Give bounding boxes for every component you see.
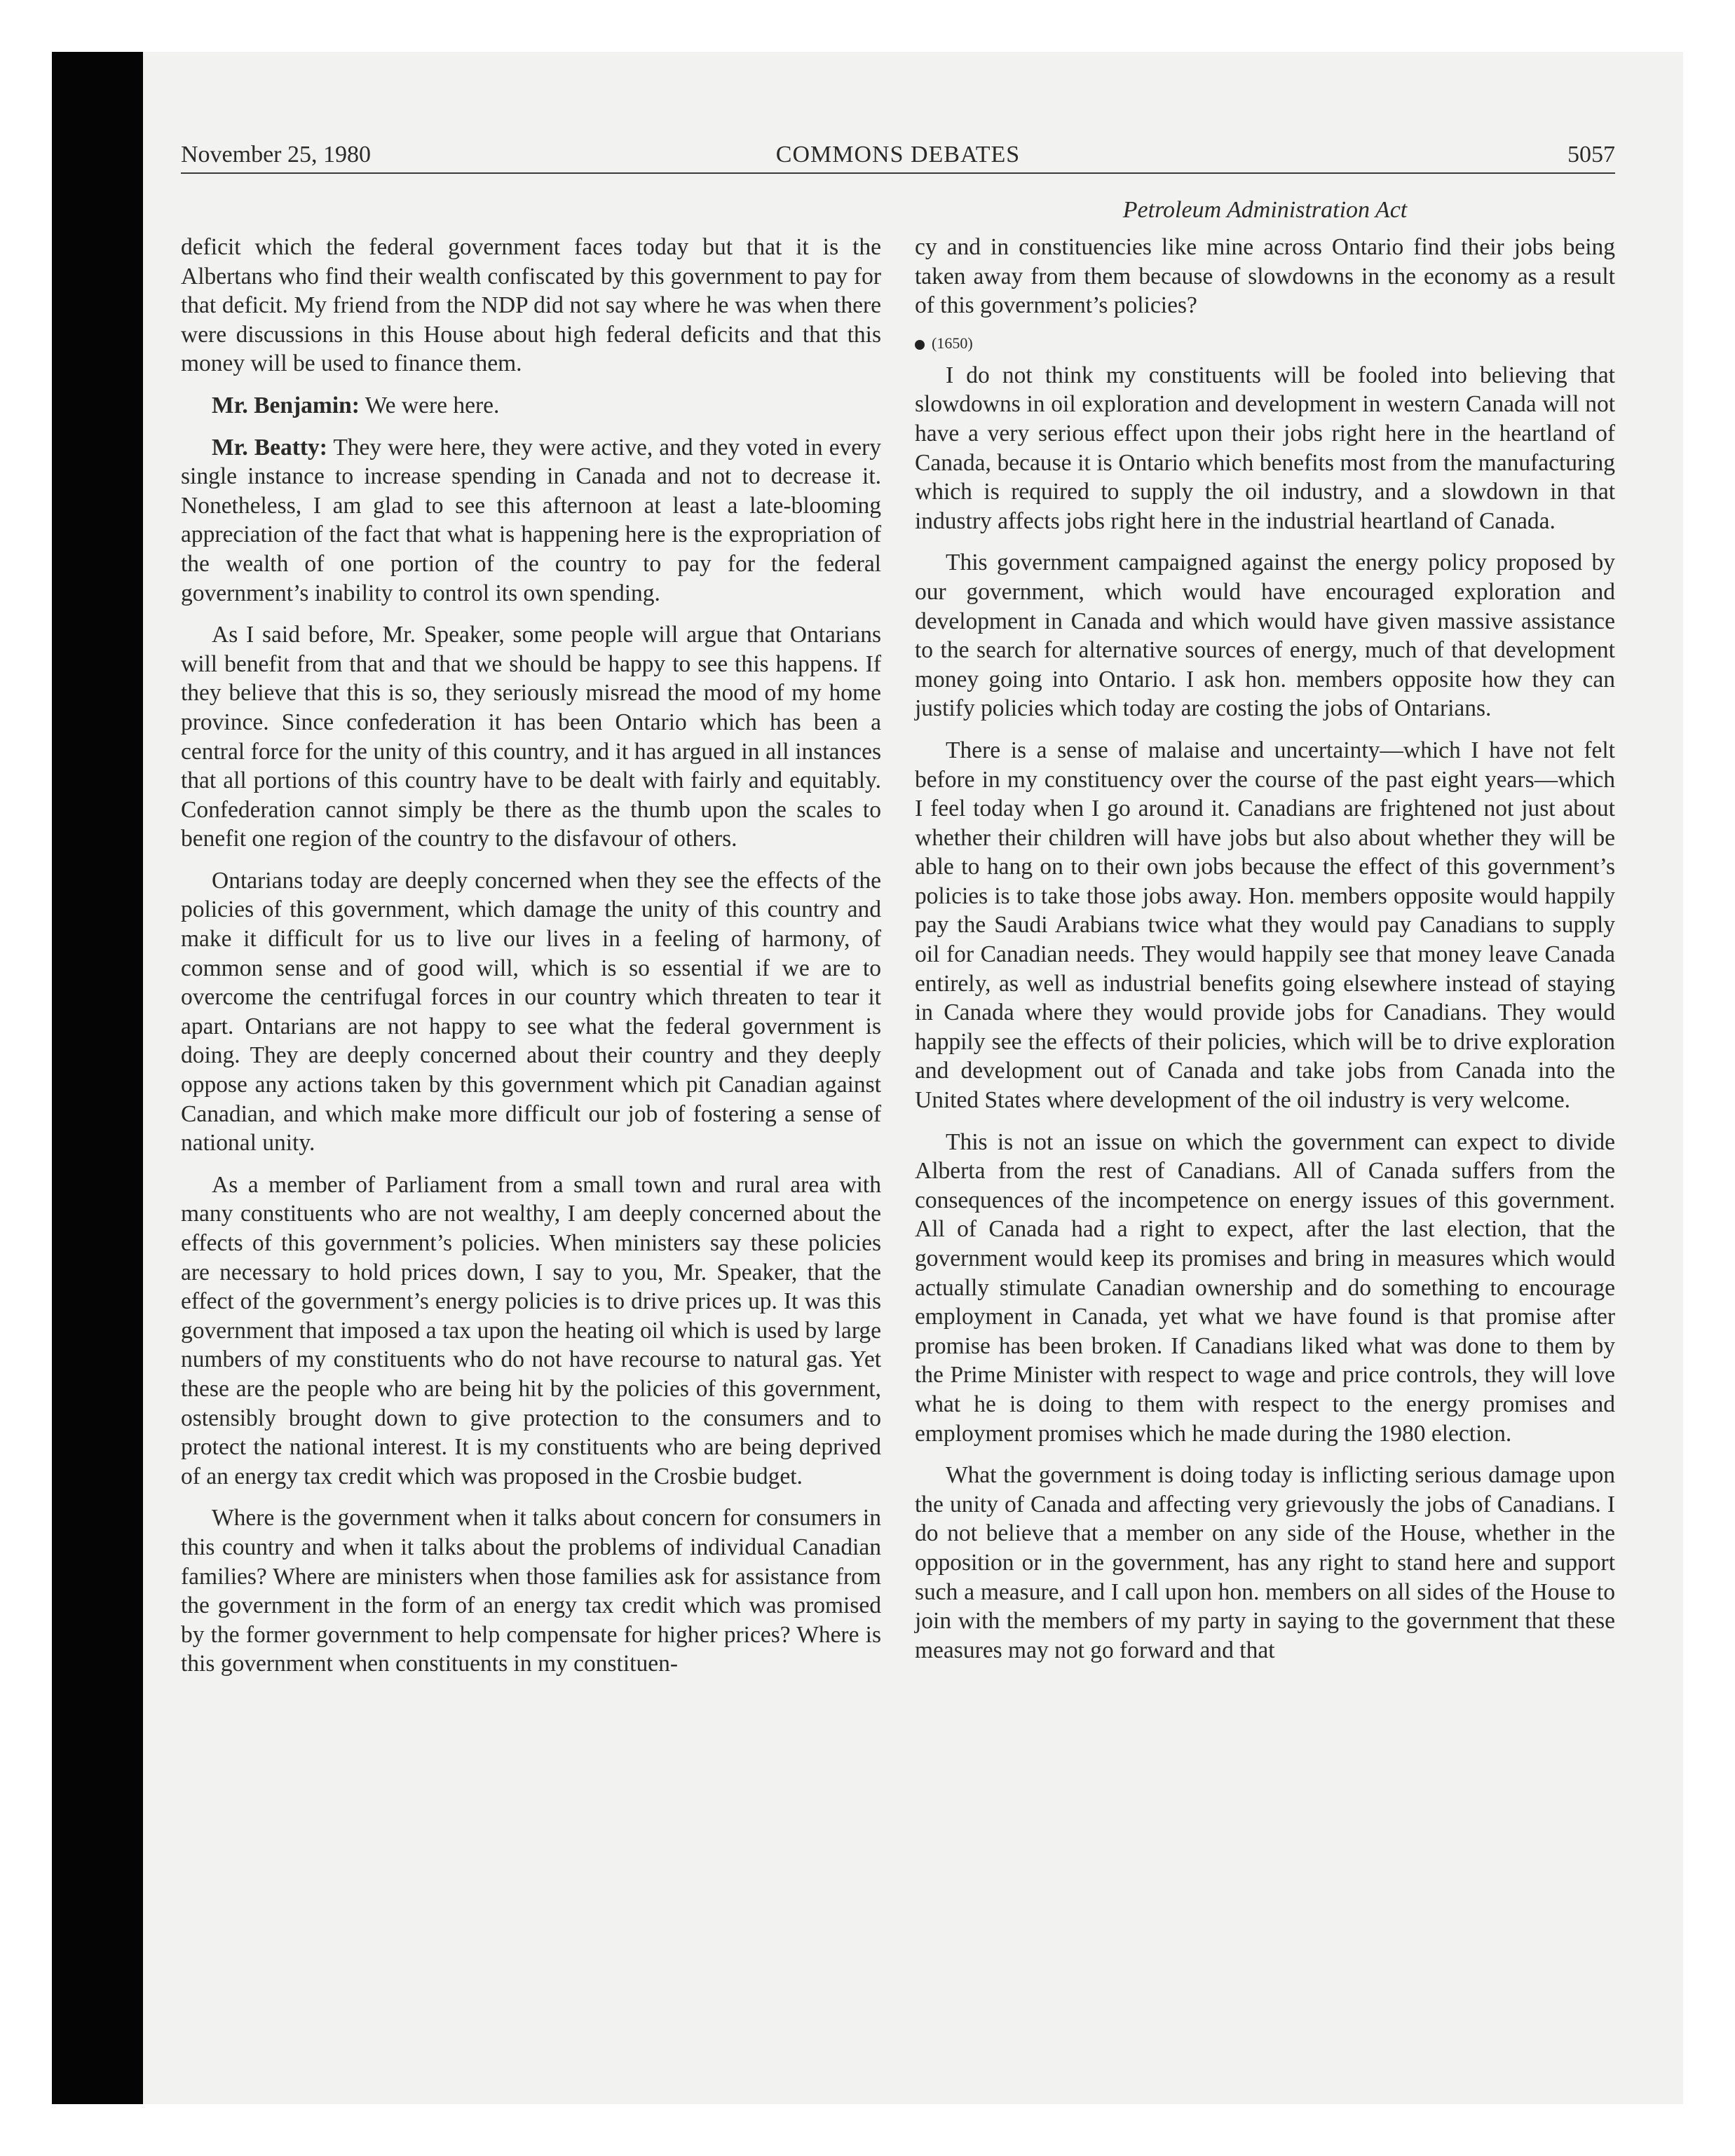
header-date: November 25, 1980 bbox=[181, 142, 372, 168]
paragraph: There is a sense of malaise and uncertainty—which I have not felt before in my constituency over the course of the past eight years—which I feel today when I go around it. Canadians are frightened not just about whether their children will have jobs but also about whether they will be able to hang on to their own jobs because the effect of this government’s policies is to take those jobs away. Hon. members opposite would happily pay the Saudi Arabians twice what they would pay Canadians to supply oil for Canadian needs. They would happily see that money leave Canada entirely, as well as industrial benefits going elsewhere instead of staying in Canada where they would provide jobs for Canadians. They would happily see the effects of their policies, which will be to drive exploration and development out of Canada and take jobs from Canada into the United States where development of the oil industry is very welcome. bbox=[915, 737, 1615, 1114]
speaker-name: Mr. Benjamin: bbox=[212, 392, 360, 418]
page-header bbox=[181, 137, 1615, 172]
paragraph: cy and in constituencies like mine across Ontario find their jobs being taken away from them because of slowdowns in the economy as a result of this government’s policies? bbox=[915, 234, 1615, 319]
paragraph: deficit which the federal government faces today but that it is the Albertans who find their wealth confiscated by this government to pay for that deficit. My friend from the NDP did not say where he was when there were discussions in this House about high federal deficits and that this money will be used to finance them. bbox=[181, 234, 881, 377]
paragraph: This government campaigned against the energy policy proposed by our government, which would have encouraged exploration and development in Canada and which would have given massive assistance to the search for alternative sources of energy, much of that development money going into Ontario. I ask hon. members opposite how they can justify policies which today are costing the jobs of Ontarians. bbox=[915, 550, 1615, 722]
left-column bbox=[181, 233, 881, 1691]
right-column bbox=[915, 233, 1615, 1677]
bullet-icon bbox=[915, 340, 925, 350]
speech-paragraph bbox=[181, 391, 881, 421]
speaker-name: Mr. Beatty: bbox=[212, 434, 327, 460]
paragraph: Where is the government when it talks about concern for consumers in this country and when it talks about the problems of individual Canadian families? Where are ministers when those families ask for assistance from the government in the form of an energy tax credit which was promised by the former government to help compensate for higher prices? Where is this government when constituents in my constituen- bbox=[181, 1505, 881, 1677]
paragraph: I do not think my constituents will be fooled into believing that slowdowns in oil exploration and development in western Canada will not have a very serious effect upon their jobs right here in the heartland of Canada, because it is Ontario which benefits most from the manufacturing which is required to supply the oil industry, and a slowdown in that industry affects jobs right here in the industrial heartland of Canada. bbox=[915, 362, 1615, 534]
binding-shadow bbox=[52, 52, 143, 2104]
paragraph: As I said before, Mr. Speaker, some people will argue that Ontarians will benefit from that and that we should be happy to see this happens. If they believe that this is so, they seriously misread the mood of my home province. Since confederation it has been Ontario which has been a central force for the unity of this country, and it has argued in all instances that all portions of this country have to be dealt with fairly and equitably. Confederation cannot simply be there as the thumb upon the scales to benefit one region of the country to the disfavour of others. bbox=[181, 622, 881, 852]
paragraph: Ontarians today are deeply concerned when they see the effects of the policies of this government, which damage the unity of this country and make it difficult for us to live our lives in a feeling of harmony, of common sense and of good will, which is so essential if we are to overcome the centrifugal forces in our country which threaten to tear it apart. Ontarians are not happy to see what the federal government is doing. They are deeply concerned about their country and they deeply oppose any actions taken by this government which pit Canadian against Canadian, and which make more difficult our job of fostering a sense of national unity. bbox=[181, 867, 881, 1157]
time-marker bbox=[915, 333, 1615, 354]
paragraph: This is not an issue on which the government can expect to divide Alberta from the rest of Canadians. All of Canada suffers from the consequences of the incompetence on energy issues of this government. All of Canada had a right to expect, after the last election, that the government would keep its promises and bring in measures which would actually stimulate Canadian ownership and do something to encourage employment in Canada, yet what we have found is that promise after promise has been broken. If Canadians liked what was done to them by the Prime Minister with respect to wage and price controls, they will love what he is doing to them with respect to the energy promises and employment promises which he made during the 1980 election. bbox=[915, 1128, 1615, 1447]
page-number: 5057 bbox=[1567, 142, 1615, 168]
header-rule bbox=[181, 172, 1615, 174]
speech-paragraph bbox=[181, 433, 881, 608]
header-title: COMMONS DEBATES bbox=[775, 142, 1021, 168]
speech-text: We were here. bbox=[365, 392, 500, 418]
time-stamp: (1650) bbox=[932, 334, 973, 352]
speech-text: They were here, they were active, and they voted in every single instance to increase spending in Canada and not to decrease it. Nonetheless, I am glad to see this afternoon at least a late-blooming appreciation of the fact that what is happening here is the expropriation of the wealth of one portion of the country to pay for the federal government’s inability to control its own spending. bbox=[181, 434, 882, 606]
paragraph: What the government is doing today is inflicting serious damage upon the unity of Canada and affecting very grievously the jobs of Canadians. I do not believe that a member on any side of the House, whether in the opposition or in the government, has any right to stand here and support such a measure, and I call upon hon. members on all sides of the House to join with the members of my party in saying to the government that these measures may not go forward and that bbox=[915, 1462, 1615, 1663]
running-head: Petroleum Administration Act bbox=[1122, 197, 1408, 223]
paragraph: As a member of Parliament from a small town and rural area with many constituents who are not wealthy, I am deeply concerned about the effects of this government’s policies. When ministers say these policies are necessary to hold prices down, I say to you, Mr. Speaker, that the effect of the government’s energy policies is to drive prices up. It was this government that imposed a tax upon the heating oil which is used by large numbers of my constituents who do not have recourse to natural gas. Yet these are the people who are being hit by the policies of this government, ostensibly brought down to give protection to the consumers and to protect the national interest. It is my constituents who are being deprived of an energy tax credit which was proposed in the Crosbie budget. bbox=[181, 1171, 881, 1489]
